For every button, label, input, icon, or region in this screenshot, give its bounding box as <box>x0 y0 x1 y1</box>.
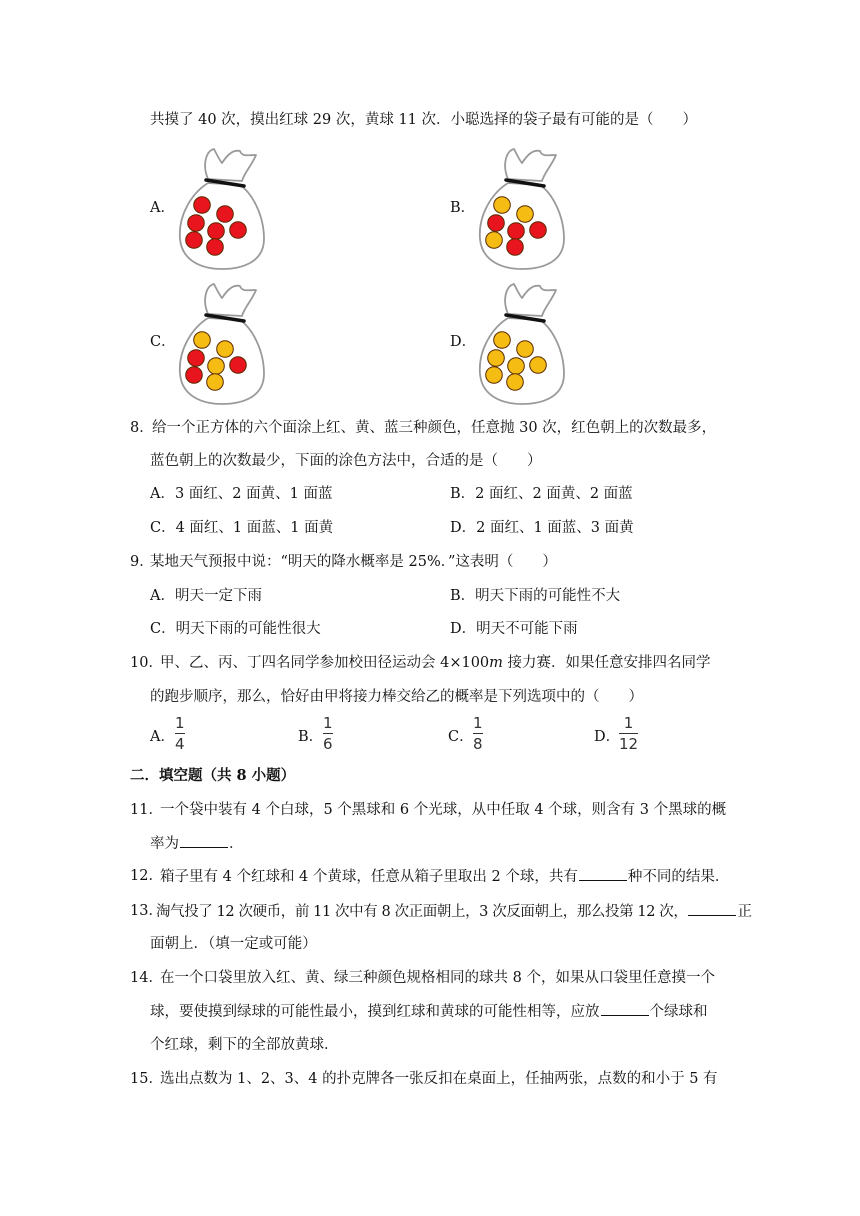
q12-text-b: 种不同的结果． <box>627 869 730 885</box>
yellow-ball <box>517 206 534 223</box>
yellow-ball <box>217 341 234 358</box>
bag-b-image[interactable] <box>472 143 572 273</box>
q13-number: 13． <box>130 903 163 919</box>
q14-stem-line3: 个红球，剩下的全部放黄球． <box>150 1037 339 1053</box>
bag-c-image[interactable] <box>172 278 272 408</box>
q10-stem-line1 <box>160 653 711 673</box>
yellow-ball <box>494 332 511 349</box>
q15-number: 15． <box>130 1071 163 1087</box>
q10-unit: m <box>489 655 503 671</box>
fraction-numerator: 1 <box>323 714 333 732</box>
q8-option-c[interactable]: C．4 面红、1 面蓝、1 面黄 <box>150 520 334 536</box>
q7-option-c-label[interactable]: C． <box>150 334 176 350</box>
fraction-denominator: 6 <box>323 735 333 753</box>
q11-stem-line1: 一个袋中装有 4 个白球，5 个黑球和 6 个光球，从中任取 4 个球，则含有 3 个黑球的概 <box>160 802 727 818</box>
q11-number: 11． <box>130 802 163 818</box>
red-ball <box>530 222 547 239</box>
q14-stem-line2 <box>150 1001 708 1022</box>
red-ball <box>217 206 234 223</box>
q9-option-b[interactable]: B．明天下雨的可能性不大 <box>450 588 621 604</box>
q10-option-c-label[interactable]: C． <box>448 729 474 745</box>
yellow-ball <box>508 358 525 375</box>
fraction-denominator: 12 <box>619 735 639 753</box>
q14-number: 14． <box>130 970 163 986</box>
bag-d-image[interactable] <box>472 278 572 408</box>
q10-stem-line2: 的跑步顺序，那么，恰好由甲将接力棒交给乙的概率是下列选项中的（ ） <box>150 689 643 705</box>
fraction-bar <box>473 733 483 734</box>
q10-option-a-label[interactable]: A． <box>150 729 175 745</box>
fraction-denominator: 4 <box>175 735 185 753</box>
yellow-ball <box>517 341 534 358</box>
yellow-ball <box>488 350 505 367</box>
bag-top-shape <box>505 149 556 181</box>
q11-text-b: ． <box>229 836 244 852</box>
q14-answer-blank-1[interactable] <box>601 1001 649 1016</box>
q8-stem-line1: 给一个正方体的六个面涂上红、黄、蓝三种颜色，任意抛 30 次，红色朝上的次数最多， <box>152 420 717 436</box>
q8-option-a[interactable]: A．3 面红、2 面黄、1 面蓝 <box>150 486 333 502</box>
q13-text-a: 淘气投了 12 次硬币，前 11 次中有 8 次正面朝上，3 次反面朝上，那么投第 12 次， <box>156 904 688 920</box>
bag-top-shape <box>505 284 556 316</box>
q7-option-b-label[interactable]: B． <box>450 200 476 216</box>
q12-text-a: 箱子里有 4 个红球和 4 个黄球，任意从箱子里取出 2 个球，共有 <box>160 869 578 885</box>
yellow-ball <box>507 374 524 391</box>
q10-option-b-fraction[interactable] <box>323 715 333 752</box>
q10-stem-line1-b: 接力赛．如果任意安排四名同学 <box>502 655 711 671</box>
fraction-numerator: 1 <box>175 714 185 732</box>
red-ball <box>508 223 525 240</box>
q11-stem-line2 <box>150 833 244 854</box>
red-ball <box>488 215 505 232</box>
q8-stem-line2: 蓝色朝上的次数最少，下面的涂色方法中，合适的是（ ） <box>150 453 542 469</box>
q14-text-b: 个绿球和 <box>649 1004 708 1020</box>
red-ball <box>230 357 247 374</box>
yellow-ball <box>494 197 511 214</box>
fraction-numerator: 1 <box>623 714 634 732</box>
q14-text-a: 球，要使摸到绿球的可能性最小，摸到红球和黄球的可能性相等，应放 <box>150 1004 600 1020</box>
q9-option-c[interactable]: C．明天下雨的可能性很大 <box>150 621 321 637</box>
yellow-ball <box>486 367 503 384</box>
q15-stem-line1: 选出点数为 1、2、3、4 的扑克牌各一张反扣在桌面上，任抽两张，点数的和小于 5 有 <box>160 1071 718 1087</box>
q10-stem-line1-a: 甲、乙、丙、丁四名同学参加校田径运动会 4×100 <box>160 655 490 671</box>
q9-number: 9． <box>130 554 154 570</box>
q9-option-a[interactable]: A．明天一定下雨 <box>150 588 262 604</box>
red-ball <box>507 239 524 256</box>
bag-a-image[interactable] <box>172 143 272 273</box>
red-ball <box>186 367 203 384</box>
red-ball <box>208 223 225 240</box>
red-ball <box>188 350 205 367</box>
bag-top-shape <box>205 284 256 316</box>
q9-option-d[interactable]: D．明天不可能下雨 <box>450 621 578 637</box>
q7-option-d-label[interactable]: D． <box>450 334 477 350</box>
fraction-bar <box>323 733 333 734</box>
yellow-ball <box>530 357 547 374</box>
red-ball <box>194 197 211 214</box>
fraction-denominator: 8 <box>473 735 483 753</box>
q8-number: 8． <box>130 420 154 436</box>
q10-option-d-label[interactable]: D． <box>594 729 621 745</box>
q11-text-a: 率为 <box>150 836 179 852</box>
section-heading-fill-in: 二．填空题（共 8 小题） <box>130 767 296 784</box>
yellow-ball <box>486 232 503 249</box>
q13-answer-blank[interactable] <box>688 901 736 916</box>
q13-text-b: 正 <box>737 904 752 920</box>
q11-answer-blank[interactable] <box>180 833 228 848</box>
q13-stem-line2: 面朝上．（填一定或可能） <box>150 936 317 952</box>
q7-stem: 共摸了 40 次，摸出红球 29 次，黄球 11 次．小聪选择的袋子最有可能的是（ ） <box>150 112 698 128</box>
q12-stem <box>160 866 729 887</box>
red-ball <box>186 232 203 249</box>
red-ball <box>230 222 247 239</box>
red-ball <box>188 215 205 232</box>
yellow-ball <box>208 358 225 375</box>
red-ball <box>207 239 224 256</box>
q12-answer-blank[interactable] <box>579 866 627 881</box>
q10-option-d-fraction[interactable] <box>619 715 638 752</box>
q9-stem: 某地天气预报中说：“明天的降水概率是 25%．”这表明（ ） <box>150 554 557 570</box>
q13-stem-line1 <box>156 901 752 922</box>
q14-stem-line1: 在一个口袋里放入红、黄、绿三种颜色规格相同的球共 8 个，如果从口袋里任意摸一个 <box>160 970 715 986</box>
fraction-numerator: 1 <box>473 714 483 732</box>
q10-option-b-label[interactable]: B． <box>298 729 324 745</box>
q8-option-d[interactable]: D．2 面红、1 面蓝、3 面黄 <box>450 520 634 536</box>
q12-number: 12． <box>130 868 163 884</box>
fraction-bar <box>619 733 638 734</box>
q7-option-a-label[interactable]: A． <box>150 200 175 216</box>
yellow-ball <box>194 332 211 349</box>
yellow-ball <box>207 374 224 391</box>
fraction-bar <box>175 733 185 734</box>
bag-top-shape <box>205 149 256 181</box>
q10-number: 10． <box>130 655 163 671</box>
q10-option-c-fraction[interactable] <box>473 715 483 752</box>
q10-option-a-fraction[interactable] <box>175 715 185 752</box>
q8-option-b[interactable]: B．2 面红、2 面黄、2 面蓝 <box>450 486 633 502</box>
